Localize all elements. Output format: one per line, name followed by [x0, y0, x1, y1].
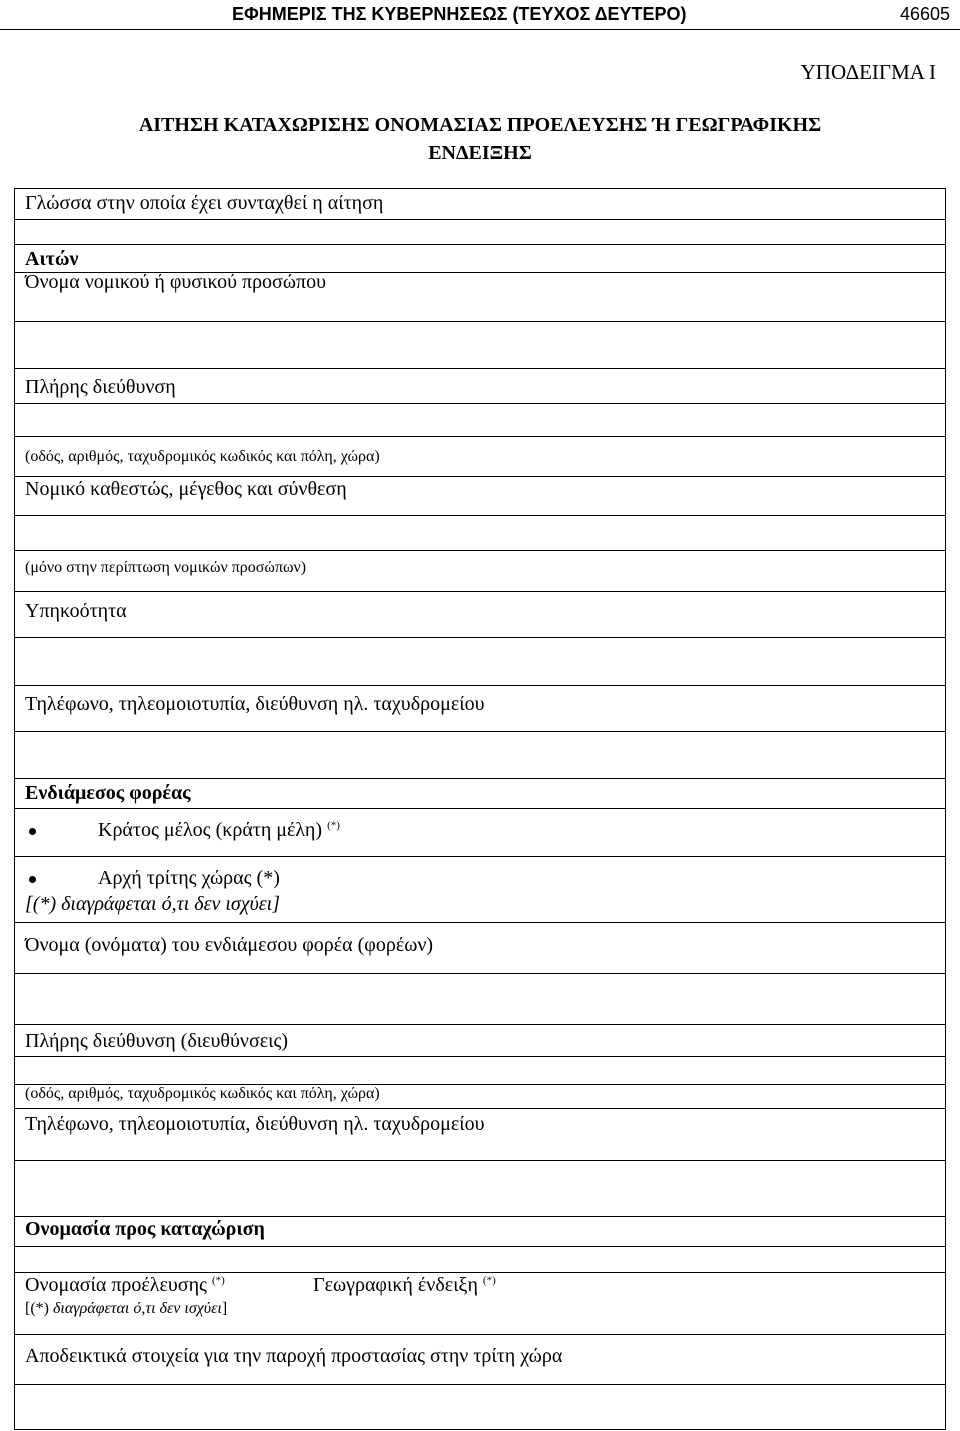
legal-status-label: Νομικό καθεστώς, μέγεθος και σύνθεση [25, 478, 347, 500]
legal-status-hint-row [15, 550, 945, 591]
intermediary-contact-label: Τηλέφωνο, τηλεομοιοτυπία, διεύθυνση ηλ. ταχυδρομείου [25, 1113, 485, 1135]
member-state-sup: (*) [327, 819, 340, 832]
intermediary-name-row [15, 922, 945, 973]
applicant-name-row [15, 272, 945, 321]
applicant-heading-row [15, 244, 945, 272]
bullet-icon [29, 876, 36, 883]
form-bottom-border [15, 1429, 945, 1430]
evidence-row [15, 1334, 945, 1384]
geo-indication-option[interactable] [313, 1274, 496, 1297]
applicant-name-label: Όνομα νομικού ή φυσικού προσώπου [25, 271, 327, 293]
intermediary-name-field[interactable] [15, 973, 945, 1024]
designation-field[interactable] [15, 1246, 945, 1272]
strike-note-2 [25, 1300, 227, 1318]
page-number: 46605 [899, 4, 950, 24]
nationality-row [15, 591, 945, 637]
designation-heading: Ονομασία προς καταχώριση [25, 1218, 265, 1240]
designation-heading-row [15, 1216, 945, 1246]
intermediary-address-hint: (οδός, αριθμός, ταχυδρομικός κωδικός και πόλη, χώρα) [25, 1085, 380, 1102]
applicant-name-field[interactable] [15, 321, 945, 368]
strike-note-2-prefix: [(*) [25, 1300, 53, 1317]
intermediary-address-field[interactable] [15, 1056, 945, 1084]
intermediary-name-label: Όνομα (ονόματα) του ενδιάμεσου φορέα (φορέων) [25, 934, 434, 956]
intermediary-heading: Ενδιάμεσος φορέας [25, 782, 191, 804]
member-state-label: Κράτος μέλος (κράτη μέλη) [98, 819, 323, 841]
nationality-field[interactable] [15, 637, 945, 685]
document-title [14, 111, 946, 167]
evidence-label: Αποδεικτικά στοιχεία για την παροχή προστασίας στην τρίτη χώρα [25, 1345, 563, 1367]
strike-note-2-row [15, 1300, 945, 1334]
designation-origin-sup: (*) [211, 1274, 225, 1287]
title-line-1: ΑΙΤΗΣΗ ΚΑΤΑΧΩΡΙΣΗΣ ΟΝΟΜΑΣΙΑΣ ΠΡΟΕΛΕΥΣΗΣ Ή ΓΕΩΓΡΑΦΙΚΗΣ [138, 114, 822, 136]
contact-row [15, 685, 945, 731]
geo-indication-label: Γεωγραφική ένδειξη [313, 1274, 478, 1296]
language-row [15, 188, 945, 219]
third-country-row[interactable] [15, 856, 945, 892]
geo-indication-sup: (*) [482, 1274, 496, 1287]
intermediary-address-label: Πλήρης διεύθυνση (διευθύνσεις) [25, 1030, 289, 1052]
gazette-title: ΕΦΗΜΕΡΙΣ ΤΗΣ ΚΥΒΕΡΝΗΣΕΩΣ (ΤΕΥΧΟΣ ΔΕΥΤΕΡΟ) [232, 4, 687, 24]
gazette-header [0, 0, 960, 30]
member-state-option[interactable] [98, 819, 340, 842]
legal-status-row [15, 476, 945, 515]
legal-status-hint: (μόνο στην περίπτωση νομικών προσώπων) [25, 559, 307, 576]
bullet-icon [29, 828, 36, 835]
full-address-field[interactable] [15, 403, 945, 436]
evidence-field[interactable] [15, 1384, 945, 1429]
nationality-label: Υπηκοότητα [25, 600, 127, 622]
intermediary-contact-field[interactable] [15, 1160, 945, 1216]
intermediary-address-hint-row [15, 1084, 945, 1108]
contact-field[interactable] [15, 731, 945, 778]
annex-label: ΥΠΟΔΕΙΓΜΑ Ι [800, 60, 936, 84]
full-address-row [15, 368, 945, 403]
designation-origin-label: Ονομασία προέλευσης [25, 1274, 207, 1296]
designation-origin-option[interactable] [25, 1274, 225, 1297]
intermediary-address-row [15, 1024, 945, 1056]
strike-note: [(*) διαγράφεται ό,τι δεν ισχύει] [25, 893, 280, 915]
applicant-heading: Αιτών [25, 248, 79, 270]
contact-label: Τηλέφωνο, τηλεομοιοτυπία, διεύθυνση ηλ. ταχυδρομείου [25, 693, 485, 715]
address-hint: (οδός, αριθμός, ταχυδρομικός κωδικός και πόλη, χώρα) [25, 448, 380, 465]
strike-note-2-italic: διαγράφεται ό,τι δεν ισχύει [52, 1300, 222, 1317]
title-line-2: ΕΝΔΕΙΞΗΣ [428, 142, 532, 164]
intermediary-heading-row [15, 778, 945, 808]
member-state-row[interactable] [15, 808, 945, 856]
strike-note-row [15, 892, 945, 922]
third-country-option[interactable]: Αρχή τρίτης χώρας (*) [98, 867, 280, 889]
legal-status-field[interactable] [15, 515, 945, 550]
application-form [14, 188, 946, 1430]
strike-note-2-suffix: ] [221, 1300, 228, 1317]
intermediary-contact-row [15, 1108, 945, 1160]
address-hint-row [15, 436, 945, 476]
language-field[interactable] [15, 219, 945, 244]
language-label: Γλώσσα στην οποία έχει συνταχθεί η αίτηση [25, 192, 384, 214]
full-address-label: Πλήρης διεύθυνση [25, 376, 176, 398]
designation-type-row [15, 1272, 945, 1300]
